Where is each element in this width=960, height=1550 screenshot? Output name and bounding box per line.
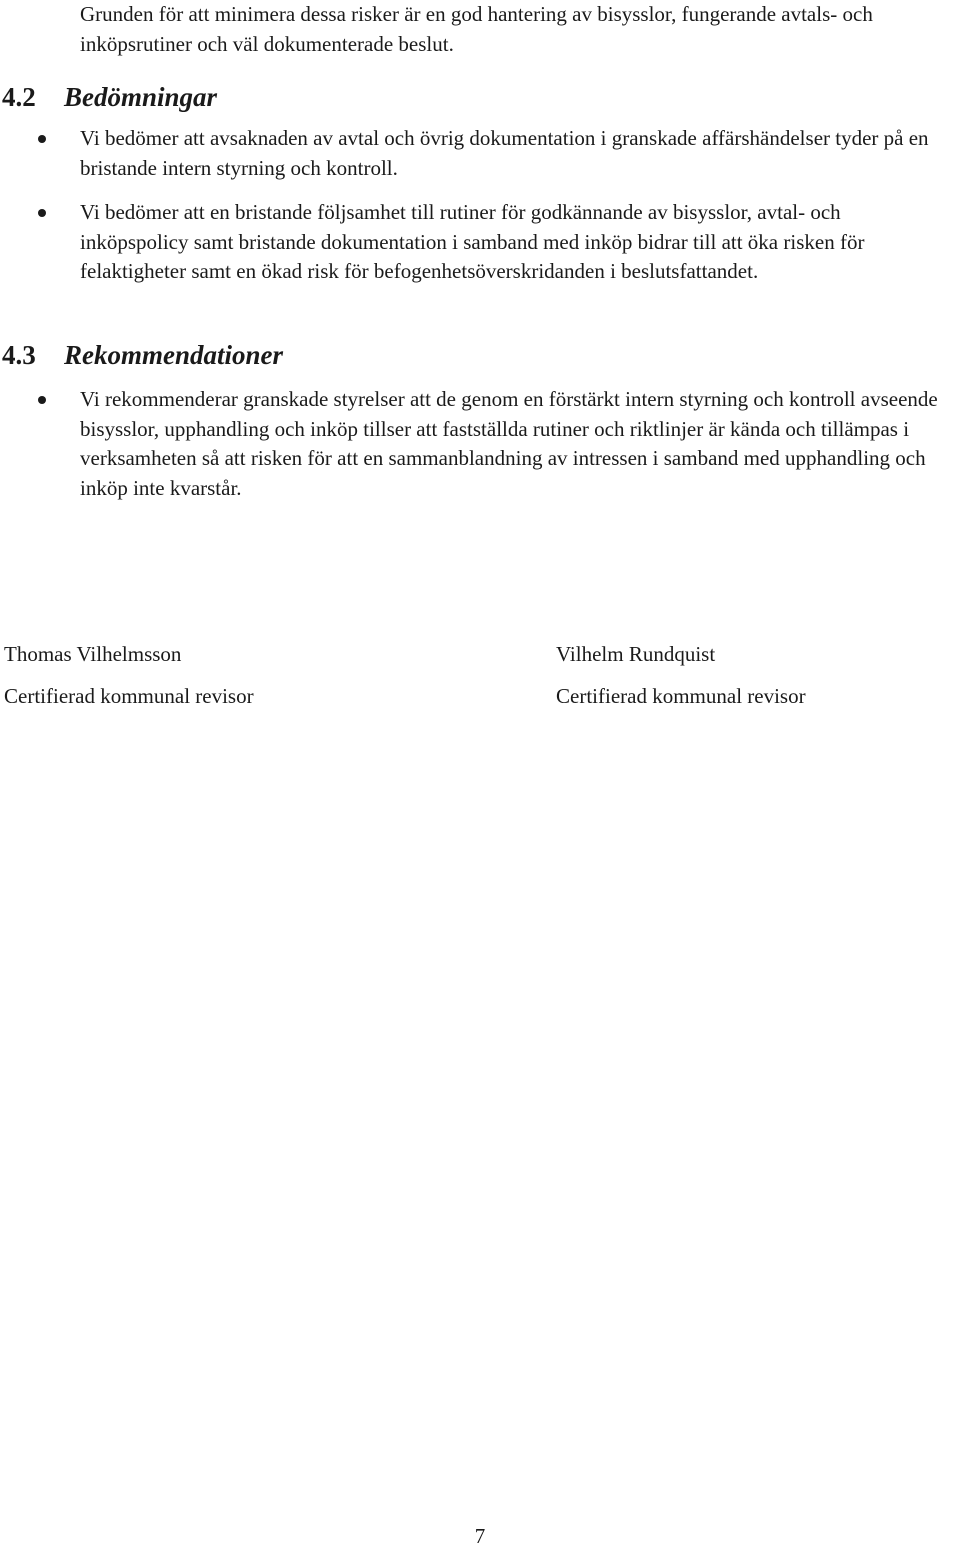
bullet-icon [38,209,46,217]
intro-paragraph: Grunden för att minimera dessa risker är en god hantering av bisysslor, fungerande avtals- och inköpsrutiner och väl dokumenterade beslut. [80,2,873,56]
bullet-item [80,198,936,287]
bullet-item [80,124,940,183]
bullet-icon [38,396,46,404]
bullet-text: Vi bedömer att avsaknaden av avtal och övrig dokumentation i granskade affärshändelser tyder på en bristande intern styrning och kontroll. [80,126,929,180]
bullet-text: Vi bedömer att en bristande följsamhet till rutiner för godkännande av bisysslor, avtal- och inköpspolicy samt bristande dokumentation i samband med inköp bidrar till att öka risken för felaktigheter samt en ökad risk för befogenhetsöverskridanden i beslutsfattandet. [80,200,865,283]
page-number: 7 [474,1524,486,1548]
section-heading-bedomningar [2,82,217,113]
section-number: 4.2 [2,82,36,112]
signatory-title: Certifierad kommunal revisor [556,684,806,708]
bullet-item [80,385,940,503]
section-title: Rekommendationer [64,340,284,370]
signatory-name: Vilhelm Rundquist [556,642,716,666]
section-title: Bedömningar [64,82,218,112]
signatory-name: Thomas Vilhelmsson [4,642,182,666]
section-heading-rekommendationer [2,340,283,371]
section-number: 4.3 [2,340,36,370]
bullet-text: Vi rekommenderar granskade styrelser att de genom en förstärkt intern styrning och kontroll avseende bisysslor, upphandling och inköp tillser att fastställda rutiner och riktlinjer är kända och tillämpas i verksamheten så att risken för att en sammanblandning av intressen i samband med upphandling och inköp inte kvarstår. [80,387,938,500]
signatory-title: Certifierad kommunal revisor [4,684,254,708]
bullet-icon [38,135,46,143]
